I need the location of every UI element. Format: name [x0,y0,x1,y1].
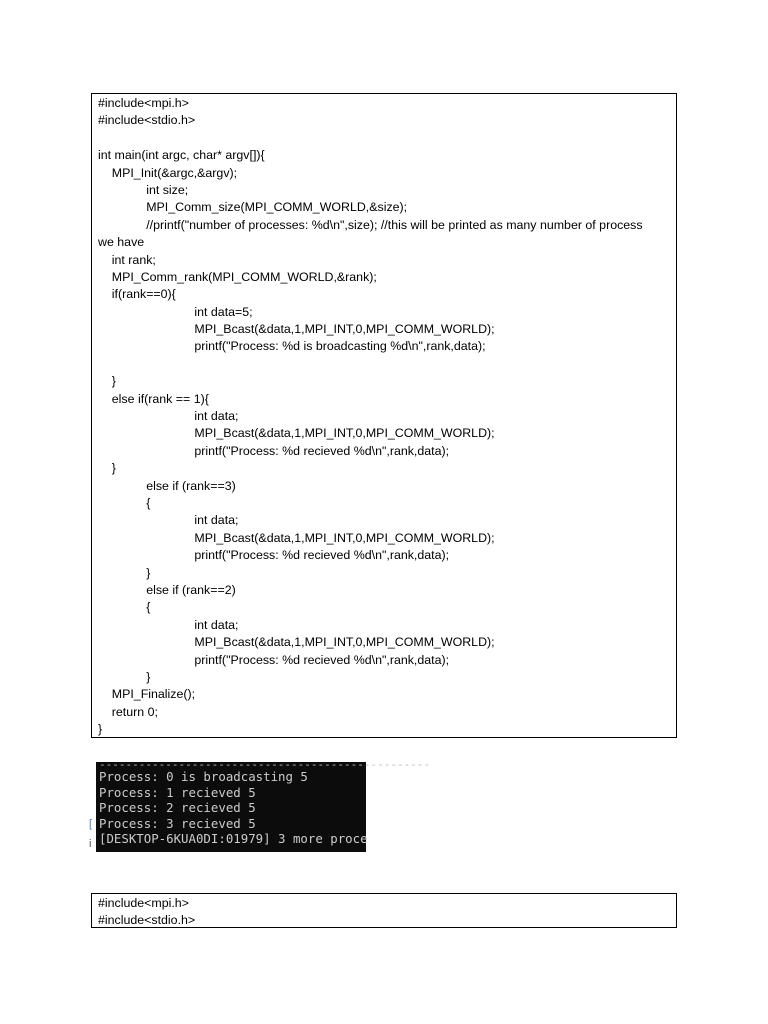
code-line: #include<mpi.h> [98,896,189,910]
code-line: return 0; [98,704,158,719]
code-line: //printf("number of processes: %d\n",size); //this will be printed as many number of process [98,217,643,232]
terminal-line: Process: 2 recieved 5 [99,800,256,816]
code-line: printf("Process: %d recieved %d\n",rank,data); [98,548,450,563]
terminal-crop-edge-mark: [ [89,818,93,830]
code-line: int data; [98,617,239,632]
code-line: int data=5; [98,304,253,319]
code-line: if(rank==0){ [98,287,176,302]
terminal-output-screenshot [96,758,431,852]
code-line: int size; [98,182,189,197]
code-line: MPI_Bcast(&data,1,MPI_INT,0,MPI_COMM_WORLD); [98,635,495,650]
code-line: else if(rank == 1){ [98,391,209,406]
code-line: MPI_Bcast(&data,1,MPI_INT,0,MPI_COMM_WORLD); [98,530,495,545]
code-line [98,356,676,373]
code-line: } [98,669,151,684]
code-line: we have [98,235,145,250]
code-line: int main(int argc, char* argv[]){ [98,148,265,163]
code-line: printf("Process: %d recieved %d\n",rank,data); [98,652,450,667]
code-line: printf("Process: %d recieved %d\n",rank,data); [98,443,450,458]
code-line: #include<stdio.h> [98,913,196,928]
code-line: MPI_Init(&argc,&argv); [98,165,238,180]
code-line: else if (rank==3) [98,478,236,493]
code-line: MPI_Comm_size(MPI_COMM_WORLD,&size); [98,200,408,215]
code-listing-second [91,893,677,928]
code-line: MPI_Bcast(&data,1,MPI_INT,0,MPI_COMM_WORLD); [98,322,495,337]
code-line: int rank; [98,252,156,267]
code-line: } [98,565,151,580]
terminal-line: Process: 3 recieved 5 [99,815,256,831]
terminal-line: Process: 1 recieved 5 [99,784,256,800]
code-line: int data; [98,409,239,424]
code-line: int data; [98,513,239,528]
code-line: } [98,374,116,389]
code-line: MPI_Bcast(&data,1,MPI_INT,0,MPI_COMM_WORLD); [98,426,495,441]
terminal-line: Process: 0 is broadcasting 5 [99,769,308,784]
code-line: { [98,600,151,615]
terminal-line: [DESKTOP-6KUA0DI:01979] 3 more proce [99,831,368,847]
code-line: else if (rank==2) [98,582,236,597]
code-listing-main [91,93,677,738]
code-line: } [98,461,116,476]
code-line: MPI_Comm_rank(MPI_COMM_WORLD,&rank); [98,269,377,284]
code-line: printf("Process: %d is broadcasting %d\n",rank,data); [98,339,486,354]
code-line: #include<mpi.h> [98,96,189,110]
code-line: { [98,495,151,510]
code-line: #include<stdio.h> [98,113,196,128]
code-line [98,130,676,147]
terminal-crop-edge-mark: i [89,838,92,850]
code-line: MPI_Finalize(); [98,687,196,702]
terminal-separator: -------------------------------------------------- [99,758,431,771]
code-line: } [98,722,103,737]
